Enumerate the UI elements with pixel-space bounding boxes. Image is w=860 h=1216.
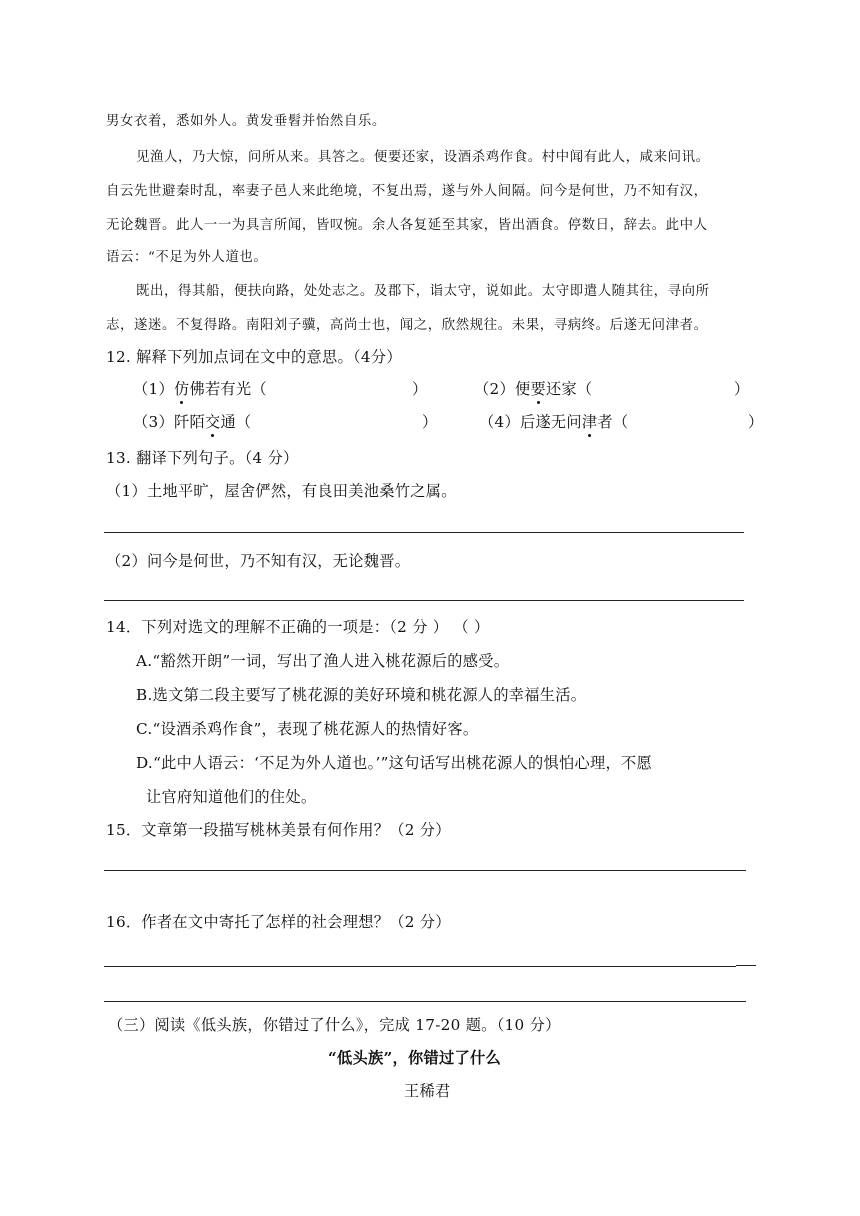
- passage-line-7: 志，遂迷。不复得路。南阳刘子骥，高尚士也，闻之，欣然规往。未果，寻病终。后遂无问津者。: [106, 318, 708, 333]
- q12-item-4-dotted-char: 津: [581, 413, 598, 431]
- q13-answer-line-2: [104, 600, 744, 601]
- q14-option-d-line2: 让官府知道他们的住处。: [146, 788, 317, 806]
- q14-option-b: B.选文第二段主要写了桃花源的美好环境和桃花源人的幸福生活。: [136, 686, 587, 704]
- q14-option-a: A.“豁然开朗”一词，写出了渔人进入桃花源后的感受。: [136, 652, 510, 670]
- section3-heading: （三）阅读《低头族，你错过了什么》，完成 17-20 题。（10 分）: [108, 1016, 561, 1034]
- q13-answer-line-1: [104, 532, 744, 533]
- q15-answer-line: [104, 870, 746, 871]
- q12-item-1: [133, 378, 267, 399]
- q14-title: 14．下列对选文的理解不正确的一项是：（2 分 ） （ ）: [106, 618, 490, 636]
- q12-item-2-post: 还家（: [545, 380, 593, 398]
- q12-item-3-num: （3）: [133, 413, 174, 431]
- q12-item-2-dotted-char: 要: [530, 380, 546, 398]
- q12-item-3-dotted-char: 交: [204, 413, 221, 431]
- q12-item-2-num: （2）: [474, 380, 515, 398]
- q12-item-4: [479, 411, 628, 432]
- article-author: 王稀君: [404, 1082, 451, 1100]
- q12-item-2-close: ）: [734, 380, 750, 398]
- q12-item-3: [133, 411, 251, 432]
- q14-option-c: C.“设酒杀鸡作食”，表现了桃花源人的热情好客。: [136, 720, 479, 738]
- q16-answer-line-1-tail: [736, 965, 756, 966]
- q16-answer-line-2: [104, 1001, 746, 1002]
- passage-line-4: 无论魏晋。此人一一为具言所闻，皆叹惋。余人各复延至其家，皆出酒食。停数日，辞去。此中人: [106, 218, 708, 233]
- q12-item-3-post: 通（: [220, 413, 252, 431]
- q12-item-4-num: （4）: [479, 413, 520, 431]
- article-title: “低头族”，你错过了什么: [328, 1049, 501, 1067]
- q12-item-3-close: ）: [422, 413, 438, 431]
- q12-item-1-post: 佛若有光（: [189, 380, 267, 398]
- q13-sentence-2: （2）问今是何世，乃不知有汉，无论魏晋。: [106, 552, 411, 570]
- q14-option-d-line1: D.“此中人语云：‘不足为外人道也。’”这句话写出桃花源人的惧怕心理，不愿: [136, 754, 652, 772]
- q12-item-3-pre: 阡陌: [173, 413, 205, 431]
- q13-sentence-1: （1）土地平旷，屋舍俨然，有良田美池桑竹之属。: [106, 482, 457, 500]
- q16-title: 16．作者在文中寄托了怎样的社会理想？（2 分）: [106, 913, 451, 931]
- q12-item-1-close: ）: [412, 380, 428, 398]
- q12-item-1-dotted-char: 仿: [173, 380, 190, 398]
- passage-line-1: 男女衣着，悉如外人。黄发垂髫并怡然自乐。: [106, 114, 386, 129]
- q13-title: 13. 翻译下列句子。（4 分）: [106, 449, 299, 467]
- passage-line-6: 既出，得其船，便扶向路，处处志之。及郡下，诣太守，说如此。太守即遣人随其往，寻向所: [136, 284, 710, 299]
- q16-answer-line-1: [104, 966, 736, 967]
- q12-item-4-pre: 后遂无问: [519, 413, 582, 431]
- passage-line-3: 自云先世避秦时乱，率妻子邑人来此绝境，不复出焉，遂与外人间隔。问今是何世，乃不知有汉，: [106, 184, 708, 199]
- q12-item-4-close: ）: [748, 413, 764, 431]
- q12-item-2-pre: 便: [514, 380, 531, 398]
- q12-item-4-post: 者（: [597, 413, 629, 431]
- q12-title: 12. 解释下列加点词在文中的意思。（4分）: [106, 348, 402, 366]
- passage-line-5: 语云：“不足为外人道也。: [106, 250, 268, 265]
- q12-item-2: [474, 378, 592, 399]
- q12-item-1-num: （1）: [133, 380, 174, 398]
- passage-line-2: 见渔人，乃大惊，问所从来。具答之。便要还家，设酒杀鸡作食。村中闻有此人，咸来问讯。: [136, 150, 710, 165]
- q15-title: 15．文章第一段描写桃林美景有何作用？（2 分）: [106, 821, 451, 839]
